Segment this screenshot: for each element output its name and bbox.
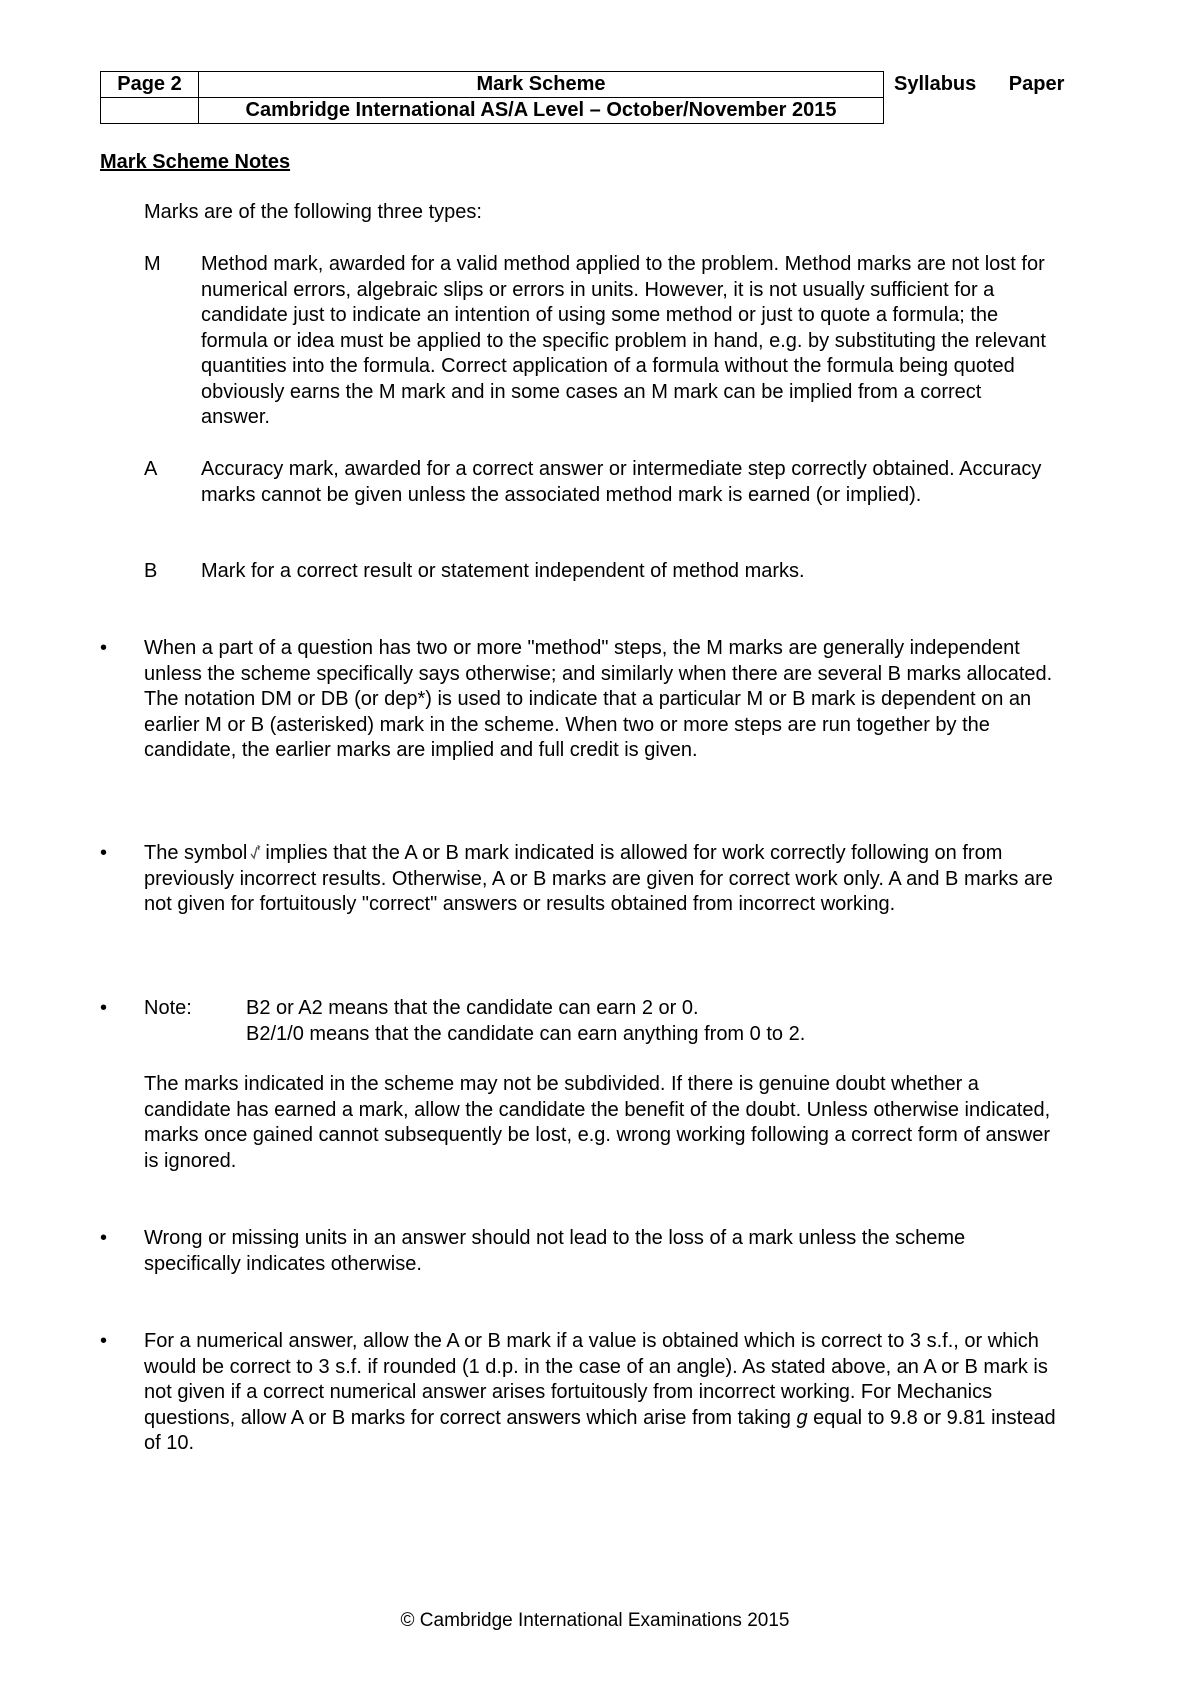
note-lines	[246, 996, 946, 1047]
bullet-dot: •	[100, 842, 108, 864]
mark-letter: B	[144, 560, 158, 582]
bullet-dot: •	[100, 637, 108, 659]
paper-label: Paper	[1008, 73, 1065, 95]
mark-scheme-heading: Mark Scheme	[199, 72, 884, 98]
header-empty-cell	[101, 98, 199, 124]
note-paragraph: The marks indicated in the scheme may not be subdivided. If there is genuine doubt whether a candidate has earned a mark, allow the candidate the benefit of the doubt. Unless otherwise indicated, marks once gained cannot subsequently be lost, e.g. wrong working following a correct form of answer is ignored.	[144, 1073, 1051, 1172]
copyright-footer: © Cambridge International Examinations 2015	[400, 1610, 790, 1631]
page-number: Page 2	[101, 72, 199, 98]
mark-description: Mark for a correct result or statement independent of method marks.	[201, 560, 805, 582]
note-label: Note:	[144, 997, 192, 1019]
note-line: B2 or A2 means that the candidate can earn 2 or 0.	[246, 997, 699, 1019]
bullet-text: The symbol implies that the A or B mark indicated is allowed for work correctly following on from previously incorrect results. Otherwise, A or B marks are given for correct work only. A and B marks are not given for fortuitously "correct" answers or results obtained from incorrect working.	[144, 842, 1053, 915]
bullet-dot: •	[100, 997, 108, 1019]
syllabus-label: Syllabus	[894, 73, 977, 95]
follow-through-tick-icon	[249, 843, 263, 861]
bullet-text: When a part of a question has two or more "method" steps, the M marks are generally independent unless the scheme specifically says otherwise; and similarly when there are several B marks allocated. The notation DM or DB (or dep*) is used to indicate that a particular M or B mark is dependent on an earlier M or B (asterisked) mark in the scheme. When two or more steps are run together by the candidate, the earlier marks are implied and full credit is given.	[144, 637, 1053, 761]
mark-description: Method mark, awarded for a valid method applied to the problem. Method marks are not lost for numerical errors, algebraic slips or errors in units. However, it is not usually sufficient for a candidate just to indicate an intention of using some method or just to quote a formula; the formula or idea must be applied to the specific problem in hand, e.g. by substituting the relevant quantities into the formula. Correct application of a formula without the formula being quoted obviously earns the M mark and in some cases an M mark can be implied from a correct answer.	[201, 253, 1046, 428]
intro-text: Marks are of the following three types:	[144, 201, 482, 223]
exam-subtitle: Cambridge International AS/A Level – October/November 2015	[199, 98, 884, 124]
mark-description: Accuracy mark, awarded for a correct answer or intermediate step correctly obtained. Accuracy marks cannot be given unless the associated method mark is earned (or implied).	[201, 458, 1042, 506]
bullet-text: For a numerical answer, allow the A or B mark if a value is obtained which is correct to 3 s.f., or which would be correct to 3 s.f. if rounded (1 d.p. in the case of an angle). As stated above, an A or B mark is not given if a correct numerical answer arises fortuitously from incorrect working. For Mechanics questions, allow A or B marks for correct answers which arise from taking g equal to 9.8 or 9.81 instead of 10.	[144, 1330, 1056, 1454]
bullet-dot: •	[100, 1227, 108, 1249]
bullet-text: Wrong or missing units in an answer should not lead to the loss of a mark unless the scheme specifically indicates otherwise.	[144, 1227, 966, 1275]
mark-letter: A	[144, 458, 158, 480]
page-title: Mark Scheme Notes	[100, 151, 291, 173]
g-symbol: g	[796, 1406, 808, 1429]
header-table	[100, 71, 1065, 124]
bullet-dot: •	[100, 1330, 108, 1352]
mark-letter: M	[144, 253, 161, 275]
note-line: B2/1/0 means that the candidate can earn anything from 0 to 2.	[246, 1022, 806, 1045]
